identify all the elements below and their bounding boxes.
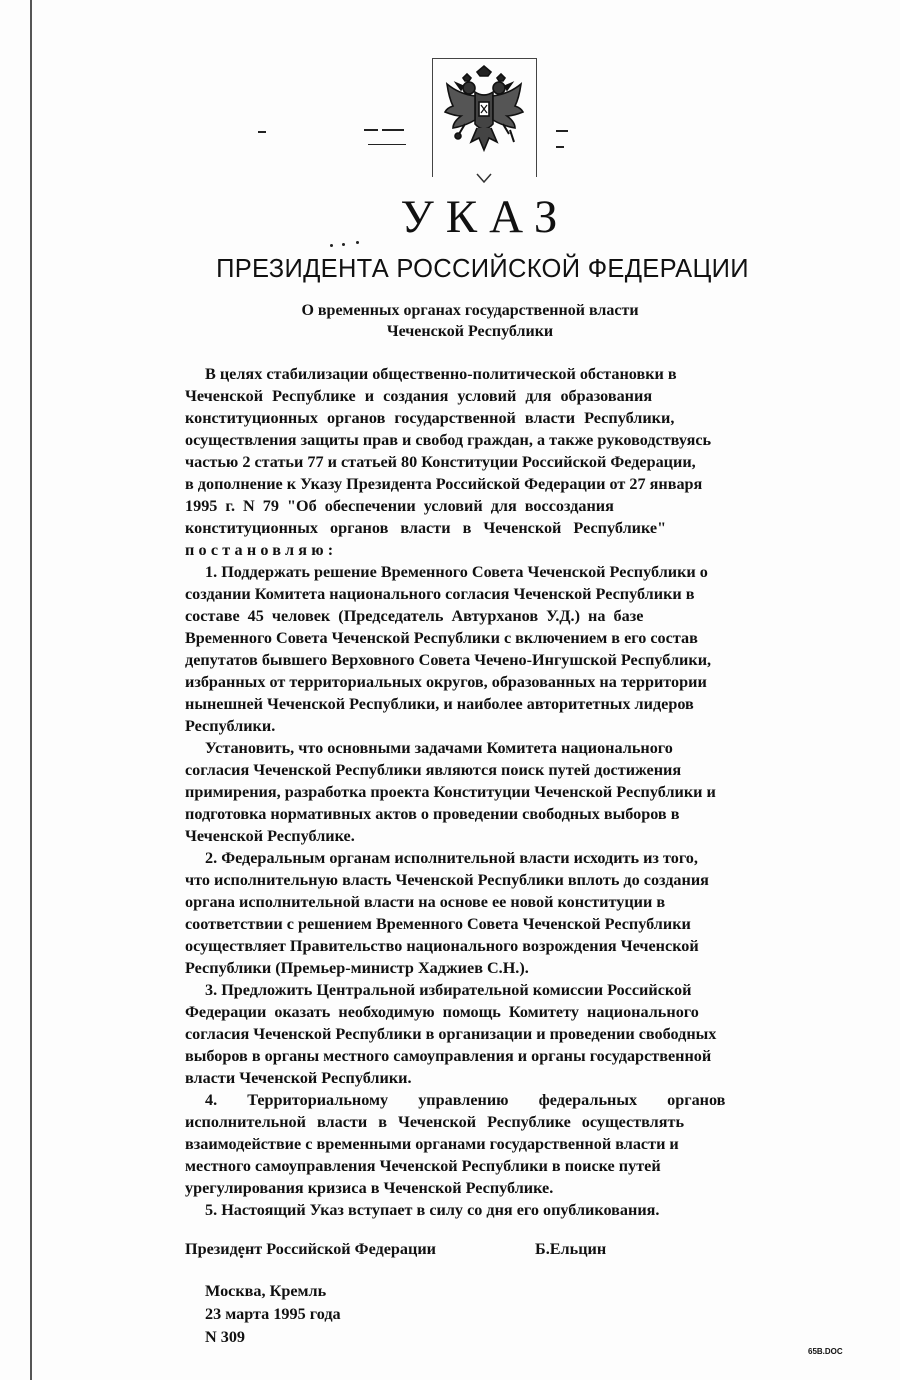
body-line: Федерации оказать необходимую помощь Комитету национального xyxy=(185,1003,699,1021)
body-line: 4. Территориальному управлению федеральных органов xyxy=(205,1091,726,1109)
body-line: осуществления защиты прав и свобод граждан, а также руководствуясь xyxy=(185,431,712,449)
page-subtitle: ПРЕЗИДЕНТА РОССИЙСКОЙ ФЕДЕРАЦИИ xyxy=(216,255,749,283)
body-line: В целях стабилизации общественно-политической обстановки в xyxy=(205,365,677,383)
issue-place: Москва, Кремль xyxy=(205,1282,327,1300)
body-line: урегулирования кризиса в Чеченской Республике. xyxy=(185,1179,554,1197)
body-line: органа исполнительной власти на основе ее новой конституции в xyxy=(185,893,666,911)
signatory-position: Президент Российской Федерации xyxy=(185,1240,437,1258)
signatory-name: Б.Ельцин xyxy=(535,1240,607,1258)
body-line: Установить, что основными задачами Комитета национального xyxy=(205,739,673,757)
body-line: 1. Поддержать решение Временного Совета Чеченской Республики о xyxy=(205,563,708,581)
body-line: взаимодействие с временными органами государственной власти и xyxy=(185,1135,679,1153)
scan-artifact xyxy=(556,130,568,132)
body-line: нынешней Чеченской Республики, и наиболее авторитетных лидеров xyxy=(185,695,694,713)
page-title: УКАЗ xyxy=(400,191,570,243)
body-line: выборов в органы местного самоуправления и органы государственной xyxy=(185,1047,712,1065)
body-line: Чеченской Республике и создания условий для образования xyxy=(185,387,653,405)
scan-artifact xyxy=(382,129,404,131)
body-line: постановляю: xyxy=(185,541,338,559)
scan-artifact xyxy=(556,146,564,148)
body-line: соответствии с решением Временного Совета Чеченской Республики xyxy=(185,915,691,933)
body-line: избранных от территориальных округов, образованных на территории xyxy=(185,673,707,691)
body-line: исполнительной власти в Чеченской Республике осуществлять xyxy=(185,1113,685,1131)
body-line: Республики. xyxy=(185,717,276,735)
body-line: депутатов бывшего Верховного Совета Чечено-Ингушской Республики, xyxy=(185,651,712,669)
body-line: Временного Совета Чеченской Республики с включением в его состав xyxy=(185,629,698,647)
body-line: местного самоуправления Чеченской Республики в поиске путей xyxy=(185,1157,661,1175)
body-line: частью 2 статьи 77 и статьей 80 Конституции Российской Федерации, xyxy=(185,453,696,471)
body-line: 2. Федеральным органам исполнительной власти исходить из того, xyxy=(205,849,698,867)
body-line: осуществляет Правительство национального возрождения Чеченской xyxy=(185,937,699,955)
chevron-mark-icon xyxy=(476,172,492,184)
body-line: создании Комитета национального согласия Чеченской Республики в xyxy=(185,585,695,603)
body-line: Республики (Премьер-министр Хаджиев С.Н.). xyxy=(185,959,529,977)
body-line: что исполнительную власть Чеченской Республики вплоть до создания xyxy=(185,871,709,889)
decree-number: N 309 xyxy=(205,1328,246,1346)
body-line: в дополнение к Указу Президента Российской Федерации от 27 января xyxy=(185,475,703,493)
scan-artifact xyxy=(330,244,333,247)
body-line: составе 45 человек (Председатель Автурханов У.Д.) на базе xyxy=(185,607,644,625)
body-line: примирения, разработка проекта Конституции Чеченской Республики и xyxy=(185,783,716,801)
body-line: Чеченской Республике. xyxy=(185,827,355,845)
issue-date: 23 марта 1995 года xyxy=(205,1305,341,1323)
body-line: согласия Чеченской Республики являются поиск путей достижения xyxy=(185,761,682,779)
scan-artifact xyxy=(258,131,266,133)
body-line: конституционных органов власти в Чеченской Республике" xyxy=(185,519,667,537)
body-line: власти Чеченской Республики. xyxy=(185,1069,412,1087)
decree-heading xyxy=(270,300,670,342)
body-line: конституционных органов государственной власти Республики, xyxy=(185,409,675,427)
body-line: 1995 г. N 79 "Об обеспечении условий для воссоздания xyxy=(185,497,614,515)
scan-artifact xyxy=(364,129,378,131)
body-line: согласия Чеченской Республики в организации и проведении свободных xyxy=(185,1025,717,1043)
file-code: 65B.DOC xyxy=(808,1347,843,1356)
decree-heading-line: Чеченской Республики xyxy=(386,323,554,340)
body-line: подготовка нормативных актов о проведении свободных выборов в xyxy=(185,805,680,823)
double-headed-eagle-icon xyxy=(441,64,527,168)
scan-artifact xyxy=(368,144,406,145)
body-line: 3. Предложить Центральной избирательной комиссии Российской xyxy=(205,981,692,999)
decree-heading-line: О временных органах государственной власти xyxy=(301,302,639,319)
body-line: 5. Настоящий Указ вступает в силу со дня его опубликования. xyxy=(205,1201,660,1219)
